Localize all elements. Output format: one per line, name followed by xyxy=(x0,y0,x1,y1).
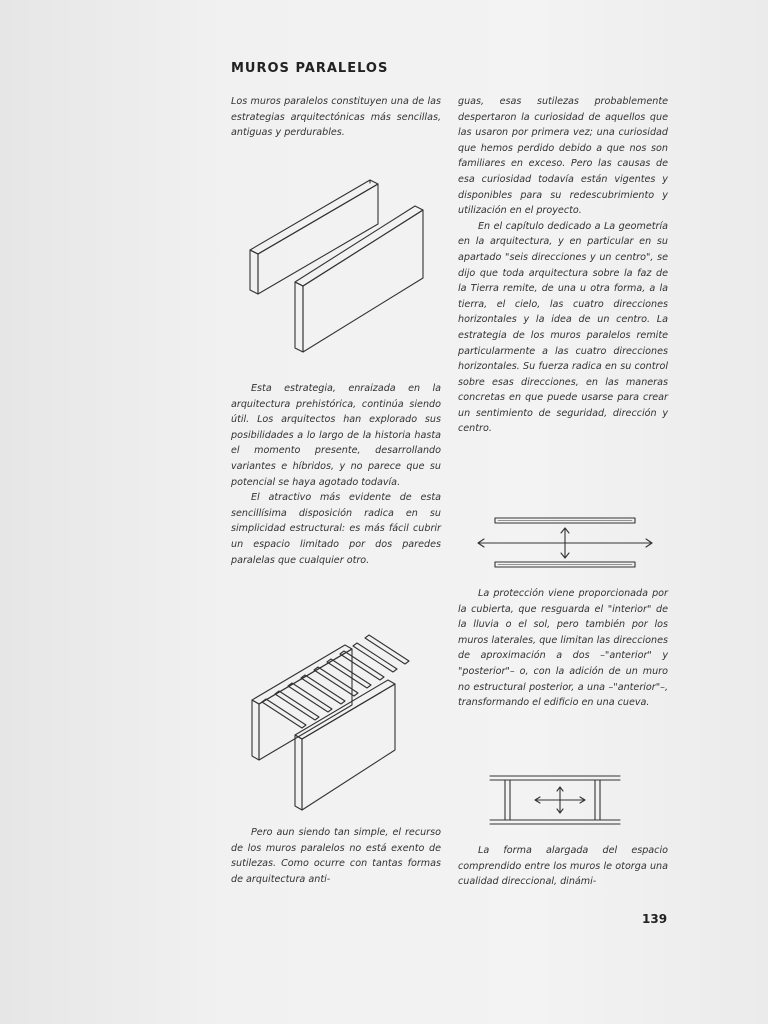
walls-with-beams-sketch xyxy=(240,610,440,820)
parallel-walls-sketch xyxy=(240,170,440,370)
page-number: 139 xyxy=(642,912,668,926)
right-column-block-3 xyxy=(458,843,668,890)
right-column-block-2 xyxy=(458,586,668,711)
left-column-block-1 xyxy=(231,94,441,141)
paragraph: guas, esas sutilezas probablemente despertaron la curiosidad de aquellos que las usaron por primera vez; una curiosidad que hemos perdido debido a que nos son familiares en exceso. Pero las causas de esa curiosidad todavía están vigentes y disponibles para su redescubrimiento y utilización en el proyecto. xyxy=(458,96,668,217)
paragraph: Los muros paralelos constituyen una de las estrategias arquitectónicas más sencillas, antiguas y perdurables. xyxy=(231,96,441,139)
paragraph: Esta estrategia, enraizada en la arquitectura prehistórica, continúa siendo útil. Los arquitectos han explorado sus posibilidades a lo largo de la historia hasta el momento presente, desarrollando variantes e híbridos, y no parece que su potencial se haya agotado todavía. xyxy=(231,383,441,488)
right-column-block-1 xyxy=(458,94,668,437)
plan-directions-diagram xyxy=(470,510,670,580)
paragraph: La protección viene proporcionada por la cubierta, que resguarda el "interior" de la lluvia o el sol, pero también por los muros laterales, que limitan las direcciones de aproximación a dos –"anterior" y "posterior"– o, con la adición de un muro no estructural posterior, a una –"anterior"–, transformando el edificio en una cueva. xyxy=(458,588,668,709)
paragraph: La forma alargada del espacio comprendido entre los muros le otorga una cualidad direccional, dinámi- xyxy=(458,845,668,888)
paragraph: En el capítulo dedicado a La geometría en la arquitectura, y en particular en su apartado "seis direcciones y un centro", se dijo que toda arquitectura sobre la faz de la Tierra remite, de una u otra forma, a la tierra, el cielo, las cuatro direcciones horizontales y la idea de un centro. La estrategia de los muros paralelos remite particularmente a las cuatro direcciones horizontales. Su fuerza radica en su control sobre esas direcciones, en las maneras concretas en que puede usarse para crear un sentimiento de seguridad, dirección y centro. xyxy=(458,220,668,435)
page-title: MUROS PARALELOS xyxy=(231,61,389,76)
paragraph: Pero aun siendo tan simple, el recurso de los muros paralelos no está exento de sutilezas. Como ocurre con tantas formas de arquitectura anti- xyxy=(231,827,441,885)
left-column-block-3 xyxy=(231,825,441,887)
plan-cave-diagram xyxy=(480,770,650,835)
paragraph: El atractivo más evidente de esta sencillísima disposición radica en su simplicidad estructural: es más fácil cubrir un espacio limitado por dos paredes paralelas que cualquier otro. xyxy=(231,492,441,566)
left-column-block-2 xyxy=(231,381,441,568)
